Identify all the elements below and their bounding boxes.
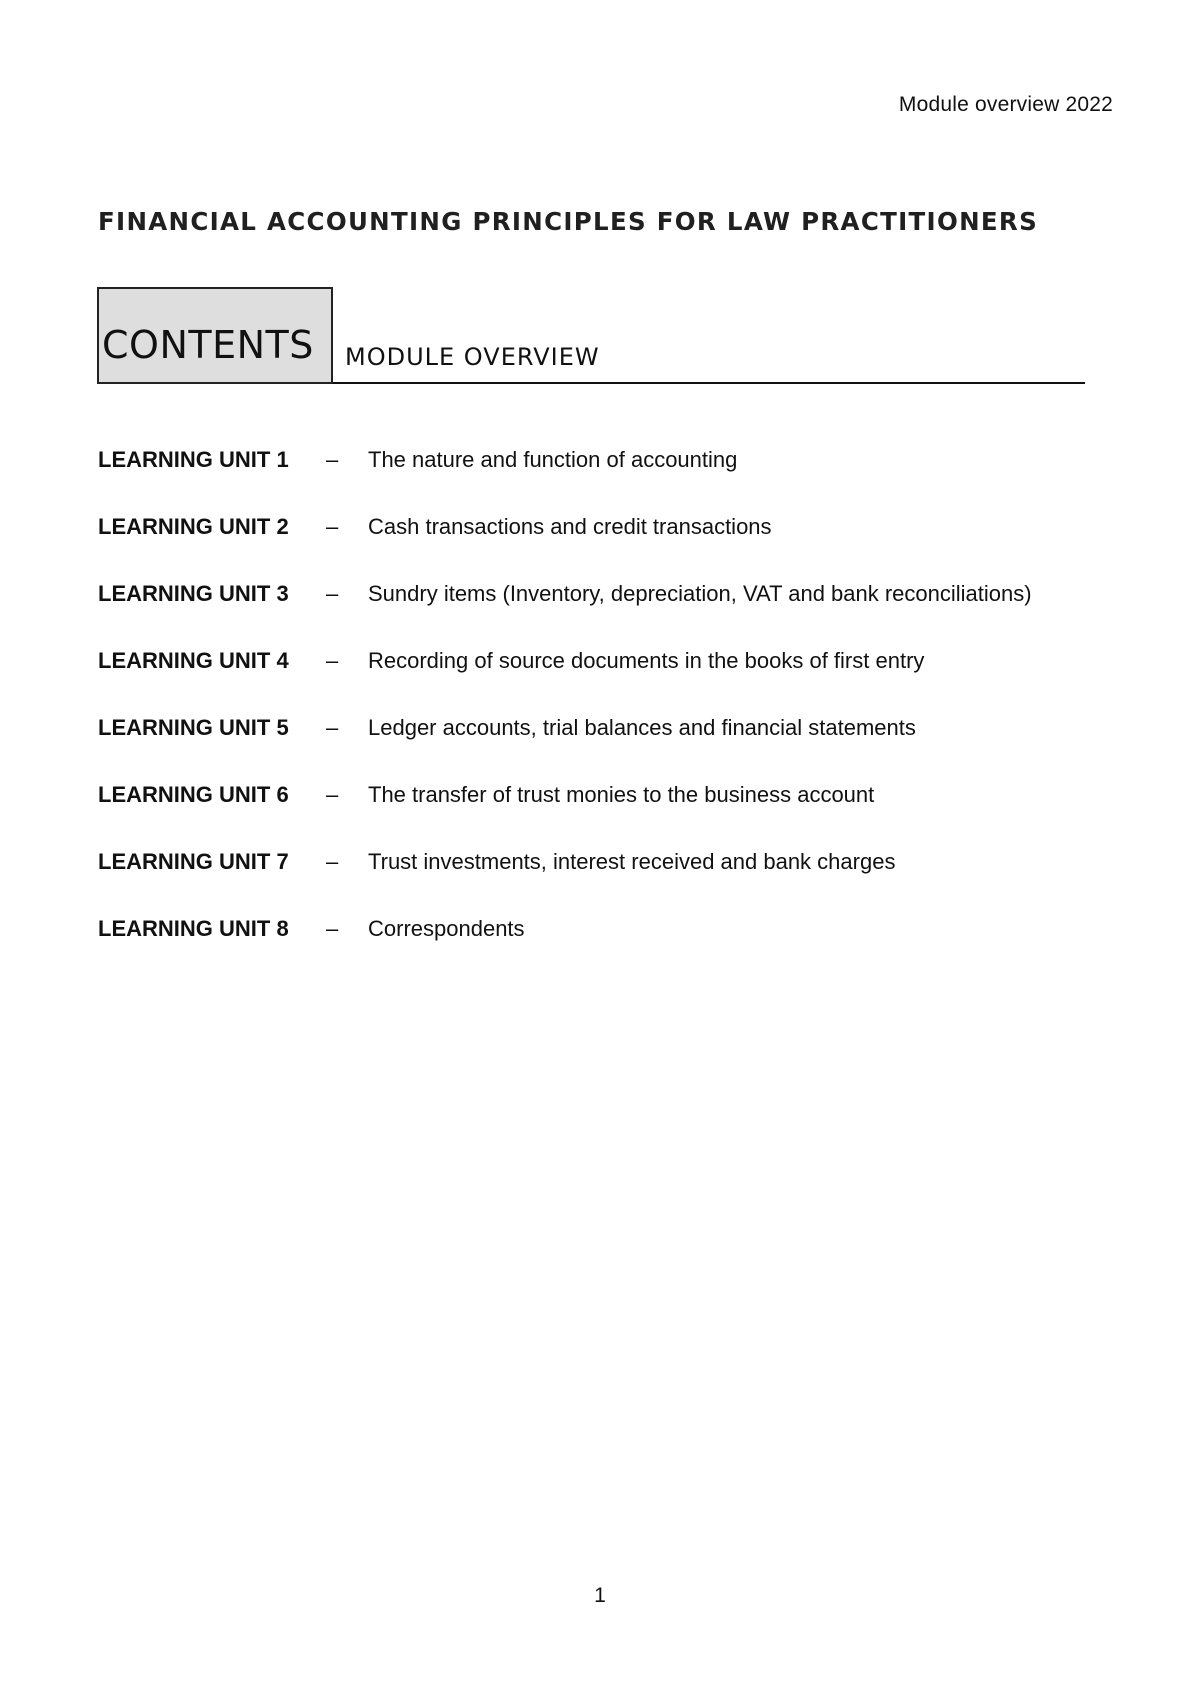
learning-unit-row-1 bbox=[98, 447, 1128, 514]
unit-dash: – bbox=[326, 648, 339, 673]
section-title: MODULE OVERVIEW bbox=[345, 343, 600, 371]
unit-label: LEARNING UNIT 3 bbox=[98, 581, 289, 606]
learning-unit-row-8 bbox=[98, 916, 1128, 983]
unit-topic: Trust investments, interest received and bank charges bbox=[368, 849, 896, 874]
section-divider bbox=[333, 382, 1085, 384]
unit-dash: – bbox=[326, 916, 339, 941]
unit-dash: – bbox=[326, 514, 339, 539]
contents-label: CONTENTS bbox=[102, 323, 314, 367]
unit-dash: – bbox=[326, 715, 339, 740]
unit-dash: – bbox=[326, 849, 339, 874]
unit-topic: Sundry items (Inventory, depreciation, VAT and bank reconciliations) bbox=[368, 581, 1032, 606]
unit-label: LEARNING UNIT 2 bbox=[98, 514, 289, 539]
running-header: Module overview 2022 bbox=[898, 93, 1113, 116]
unit-label: LEARNING UNIT 7 bbox=[98, 849, 289, 874]
unit-label: LEARNING UNIT 8 bbox=[98, 916, 289, 941]
unit-topic: Cash transactions and credit transactions bbox=[368, 514, 772, 539]
page-number: 1 bbox=[594, 1584, 606, 1607]
unit-dash: – bbox=[326, 581, 339, 606]
learning-unit-row-3 bbox=[98, 581, 1128, 648]
learning-unit-row-6 bbox=[98, 782, 1128, 849]
learning-units-list bbox=[98, 447, 1128, 983]
unit-dash: – bbox=[326, 447, 339, 472]
unit-topic: The transfer of trust monies to the business account bbox=[368, 782, 875, 807]
document-title: FINANCIAL ACCOUNTING PRINCIPLES FOR LAW PRACTITIONERS bbox=[98, 207, 1039, 236]
learning-unit-row-7 bbox=[98, 849, 1128, 916]
unit-label: LEARNING UNIT 1 bbox=[98, 447, 289, 472]
learning-unit-row-5 bbox=[98, 715, 1128, 782]
unit-dash: – bbox=[326, 782, 339, 807]
contents-box bbox=[97, 287, 333, 384]
unit-label: LEARNING UNIT 6 bbox=[98, 782, 289, 807]
unit-topic: The nature and function of accounting bbox=[368, 447, 738, 472]
unit-topic: Ledger accounts, trial balances and financial statements bbox=[368, 715, 916, 740]
unit-topic: Recording of source documents in the books of first entry bbox=[368, 648, 925, 673]
unit-topic: Correspondents bbox=[368, 916, 525, 941]
unit-label: LEARNING UNIT 5 bbox=[98, 715, 289, 740]
learning-unit-row-2 bbox=[98, 514, 1128, 581]
learning-unit-row-4 bbox=[98, 648, 1128, 715]
unit-label: LEARNING UNIT 4 bbox=[98, 648, 289, 673]
